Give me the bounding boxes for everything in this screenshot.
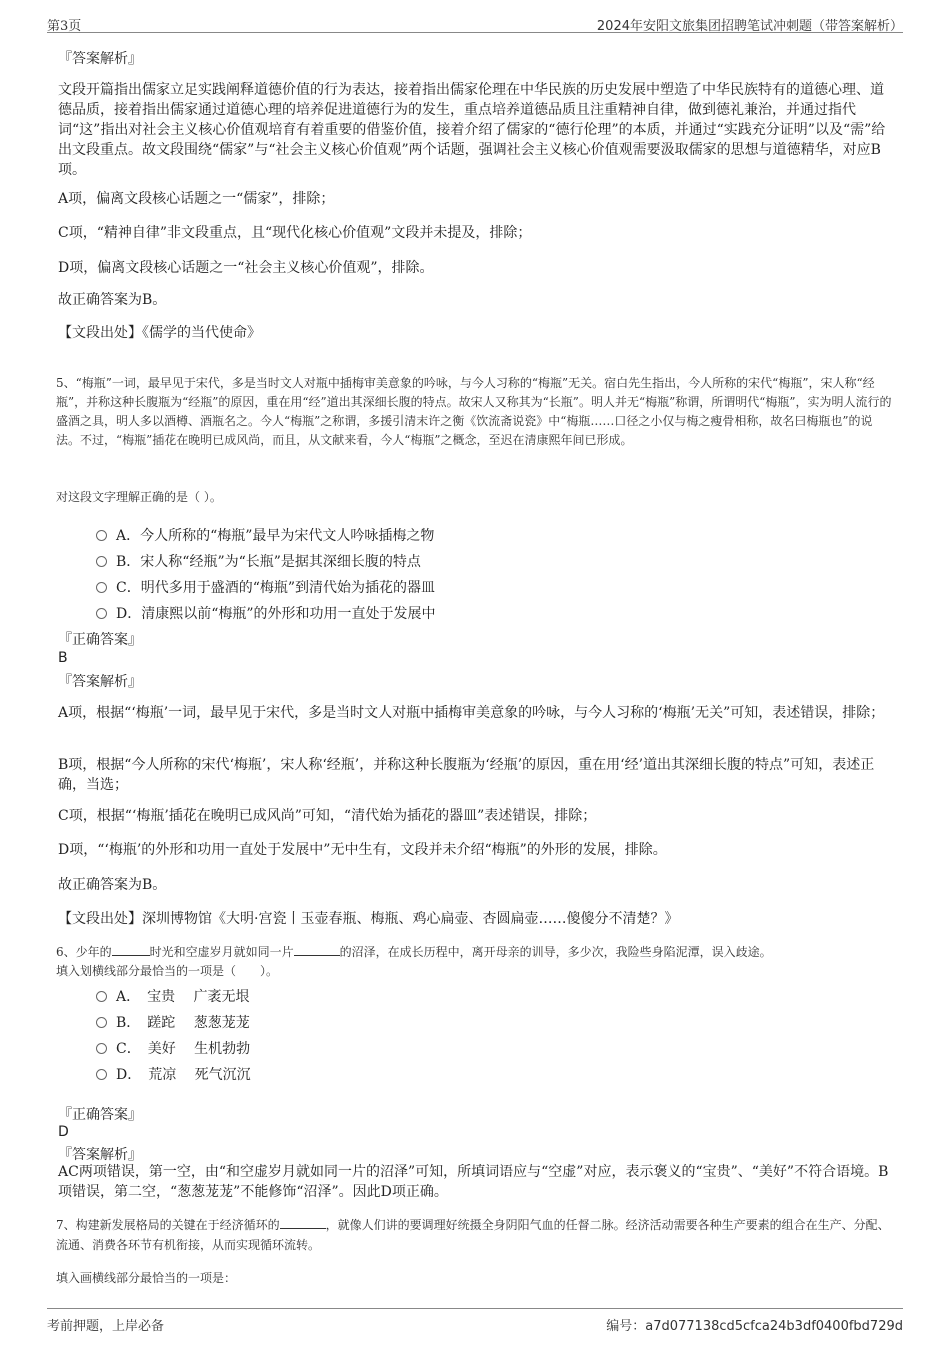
blank-line [294,943,340,956]
q6-option-b[interactable] [96,1012,250,1032]
q5-option-b-text: B．宋人称“经瓶”为“长瓶”是据其深细长腹的特点 [116,554,421,570]
q6-option-d[interactable] [96,1064,251,1084]
q6-option-a[interactable] [96,986,250,1006]
q4-option-a-analysis: A项，偏离文段核心话题之一“儒家”，排除； [58,191,335,207]
q6-stem: 6、少年的 时光和空虚岁月就如同一片 的沼泽，在成长历程中，离开母亲的训导，多少次，我险些身陷泥潭，误入歧途。 [56,945,772,959]
q5-question: 对这段文字理解正确的是（ ）。 [56,490,222,504]
q5-option-c-analysis: C项，根据“‘梅瓶’插花在晚明已成风尚”可知，“清代始为插花的器皿”表述错误，排除； [58,808,597,824]
q4-conclusion: 故正确答案为B。 [58,292,167,308]
radio-icon[interactable] [96,1069,107,1080]
q5-correct-answer: B [58,650,68,666]
page-footer [47,1308,903,1334]
page-number: 第3页 [47,19,82,34]
q6-correct-label: 『正确答案』 [58,1107,142,1123]
q4-analysis-label: 『答案解析』 [58,51,142,67]
q5-analysis-label: 『答案解析』 [58,674,142,690]
q5-option-a-text: A．今人所称的“梅瓶”最早为宋代文人吟咏插梅之物 [116,528,435,544]
q5-option-b-analysis: B项，根据“今人所称的宋代‘梅瓶’，宋人称‘经瓶’，并称这种长腹瓶为‘经瓶’的原因，重在用‘经’道出其深细长腹的特点”可知，表述正确，当选； [58,757,875,793]
blank-line [280,1216,326,1229]
q6-option-d-text: D． 荒凉 死气沉沉 [116,1067,251,1083]
radio-icon[interactable] [96,582,107,593]
q5-option-d-analysis: D项，“‘梅瓶’的外形和功用一直处于发展中”无中生有，文段并未介绍“梅瓶”的外形的发展，排除。 [58,842,667,858]
q5-stem: 5、“梅瓶”一词，最早见于宋代，多是当时文人对瓶中插梅审美意象的吟咏，与今人习称的“梅瓶”无关。宿白先生指出，今人所称的宋代“梅瓶”，宋人称“经瓶”，并称这种长腹瓶为“经瓶”的原因，重在用“经”道出其深细长腹的特点。故宋人又称其为“长瓶”。明人并无“梅瓶”称谓，所谓明代“梅瓶”，实为明人流行的盛酒之具，明人多以酒樽、酒瓶名之。今人“梅瓶”之称谓，多援引清末许之衡《饮流斋说瓷》中“梅瓶……口径之小仅与梅之瘦骨相称，故名曰梅瓶也”的说法。不过，“梅瓶”插花在晚明已成风尚，而且，从文献来看，今人“梅瓶”之概念，至迟在清康熙年间已形成。 [56,376,892,447]
q6-option-a-text: A． 宝贵 广袤无垠 [116,989,250,1005]
q4-analysis-text: 文段开篇指出儒家立足实践阐释道德价值的行为表达，接着指出儒家伦理在中华民族的历史发展中塑造了中华民族特有的道德心理、道德品质，接着指出儒家通过道德心理的培养促进道德行为的发生，重点培养道德品质且注重精神自律，做到德礼兼治，并通过指代词“这”指出对社会主义核心价值观培育有着重要的借鉴价值，接着介绍了儒家的“德行伦理”的本质，并通过“实践充分证明”以及“需”给出文段重点。故文段围绕“儒家”与“社会主义核心价值观”两个话题，强调社会主义核心价值观需要汲取儒家的思想与道德精华，对应B项。 [58,82,886,178]
radio-icon[interactable] [96,991,107,1002]
q7-question: 填入画横线部分最恰当的一项是： [56,1271,237,1285]
q6-option-b-text: B． 蹉跎 葱葱茏茏 [116,1015,250,1031]
radio-icon[interactable] [96,556,107,567]
page-header [47,12,903,33]
radio-icon[interactable] [96,1017,107,1028]
q5-option-c-text: C．明代多用于盛酒的“梅瓶”到清代始为插花的器皿 [116,580,436,596]
radio-icon[interactable] [96,1043,107,1054]
q6-correct-answer: D [58,1124,69,1140]
q5-option-c[interactable] [96,577,435,597]
q6-option-c-text: C． 美好 生机勃勃 [116,1041,251,1057]
q6-analysis-text: AC两项错误，第一空，由“和空虚岁月就如同一片的沼泽”可知，所填词语应与“空虚”对应，表示褒义的“宝贵”、“美好”不符合语境。B项错误，第二空，“葱葱茏茏”不能修饰“沼泽”。因此D项正确。 [58,1164,889,1200]
q4-option-c-analysis: C项，“精神自律”非文段重点，且“现代化核心价值观”文段并未提及，排除； [58,225,532,241]
q6-option-c[interactable] [96,1038,250,1058]
radio-icon[interactable] [96,530,107,541]
q4-source: 【文段出处】《儒学的当代使命》 [58,325,261,341]
document-title: 2024年安阳文旅集团招聘笔试冲刺题（带答案解析） [596,19,903,34]
footer-slogan: 考前押题，上岸必备 [47,1319,165,1334]
q6-question: 填入划横线部分最恰当的一项是（ ）。 [56,964,279,978]
q5-conclusion: 故正确答案为B。 [58,877,167,893]
q7-stem: 7、构建新发展格局的关键在于经济循环的 ，就像人们讲的要调理好统摄全身阴阳气血的任督二脉。经济活动需要各种生产要素的组合在生产、分配、流通、消费各环节有机衔接，从而实现循环流转。 [56,1218,890,1252]
q5-option-d[interactable] [96,603,436,623]
q5-option-d-text: D．清康熙以前“梅瓶”的外形和功用一直处于发展中 [116,606,436,622]
radio-icon[interactable] [96,608,107,619]
q5-option-a[interactable] [96,525,434,545]
q5-source: 【文段出处】深圳博物馆《大明·宫瓷丨玉壶春瓶、梅瓶、鸡心扁壶、杏圆扁壶……傻傻分不清楚？》 [58,911,679,927]
q6-analysis-label: 『答案解析』 [58,1147,142,1163]
q5-option-a-analysis: A项，根据“‘梅瓶’一词，最早见于宋代，多是当时文人对瓶中插梅审美意象的吟咏，与今人习称的‘梅瓶’无关”可知，表述错误，排除； [58,705,885,721]
q4-option-d-analysis: D项，偏离文段核心话题之一“社会主义核心价值观”，排除。 [58,260,434,276]
q5-correct-label: 『正确答案』 [58,632,142,648]
q5-option-b[interactable] [96,551,421,571]
document-code: 编号：a7d077138cd5cfca24b3df0400fbd729d [606,1319,903,1334]
blank-line [112,943,150,956]
